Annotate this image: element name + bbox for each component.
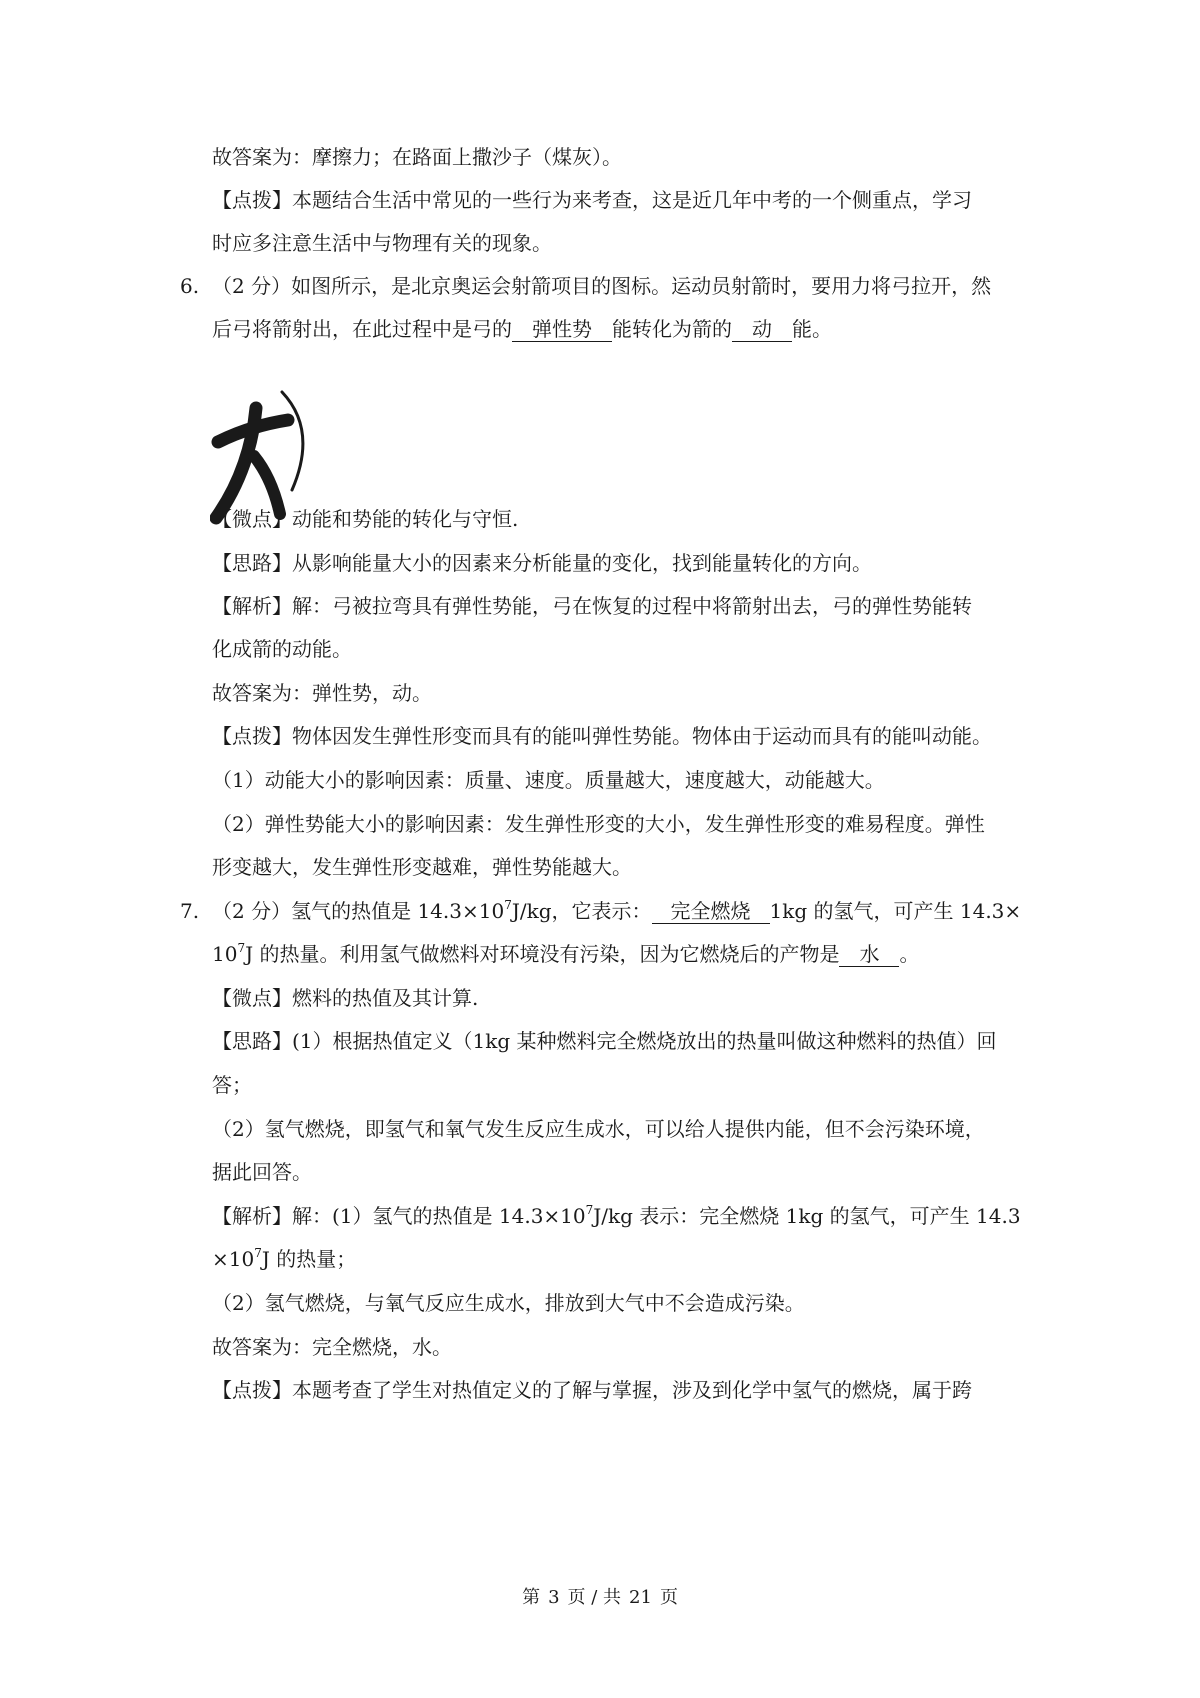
question-6-silu: 【思路】从影响能量大小的因素来分析能量的变化，找到能量转化的方向。 bbox=[212, 551, 872, 575]
prev-dianbo-line-1: 【点拨】本题结合生活中常见的一些行为来考查，这是近几年中考的一个侧重点，学习 bbox=[212, 188, 972, 212]
question-7-answer: 故答案为：完全燃烧，水。 bbox=[212, 1335, 452, 1359]
footer-suffix: 页 bbox=[659, 1587, 678, 1608]
page-footer bbox=[0, 1586, 1200, 1610]
question-7-answer-2: 水 bbox=[839, 942, 899, 967]
question-6-weidian: 【微点】动能和势能的转化与守恒. bbox=[212, 507, 519, 531]
question-7-text-e: J 的热量。利用氢气做燃料对环境没有污染，因为它燃烧后的产物是 bbox=[245, 942, 840, 966]
question-7-jiexi-exponent-1: 7 bbox=[585, 1203, 594, 1217]
question-7-silu-line-3: （2）氢气燃烧，即氢气和氧气发生反应生成水，可以给人提供内能，但不会污染环境， bbox=[212, 1117, 985, 1141]
question-7-exponent-2: 7 bbox=[237, 941, 246, 955]
question-7-silu-line-2: 答； bbox=[212, 1073, 252, 1097]
question-6-answer-2: 动 bbox=[732, 317, 792, 342]
question-7-line-2 bbox=[212, 940, 919, 968]
question-7-jiexi-exponent-2: 7 bbox=[254, 1246, 262, 1260]
question-7-jiexi-text-c: ×10 bbox=[212, 1247, 255, 1271]
question-7-dianbo-line-1: 【点拨】本题考查了学生对热值定义的了解与掌握，涉及到化学中氢气的燃烧，属于跨 bbox=[212, 1378, 972, 1402]
question-6-text-a: 后弓将箭射出，在此过程中是弓的 bbox=[212, 317, 512, 341]
question-6-dianbo-line-4: 形变越大，发生弹性形变越难，弹性势能越大。 bbox=[212, 855, 632, 879]
question-6-dianbo-line-2: （1）动能大小的影响因素：质量、速度。质量越大，速度越大，动能越大。 bbox=[212, 768, 885, 792]
question-7-line-1 bbox=[212, 897, 1021, 925]
question-7-jiexi-line-2 bbox=[212, 1245, 356, 1273]
question-7-jiexi-line-1 bbox=[212, 1202, 1021, 1230]
question-7-number: 7. bbox=[180, 899, 200, 923]
question-7-jiexi-text-b: J/kg 表示：完全燃烧 1kg 的氢气，可产生 14.3 bbox=[593, 1204, 1021, 1228]
prev-dianbo-line-2: 时应多注意生活中与物理有关的现象。 bbox=[212, 231, 552, 255]
prev-answer-line: 故答案为：摩擦力；在路面上撒沙子（煤灰）。 bbox=[212, 145, 622, 169]
question-7-jiexi-text-a: 【解析】解：(1）氢气的热值是 14.3×10 bbox=[212, 1204, 586, 1228]
question-7-jiexi-text-d: J 的热量； bbox=[261, 1247, 357, 1271]
question-6-line-1: （2 分）如图所示，是北京奥运会射箭项目的图标。运动员射箭时，要用力将弓拉开，然 bbox=[212, 274, 992, 298]
question-6-jiexi-line-2: 化成箭的动能。 bbox=[212, 637, 352, 661]
footer-mid: 页 / 共 bbox=[567, 1587, 622, 1608]
question-7-answer-1: 完全燃烧 bbox=[652, 899, 770, 924]
question-6-jiexi-line-1: 【解析】解：弓被拉弯具有弹性势能，弓在恢复的过程中将箭射出去，弓的弹性势能转 bbox=[212, 594, 972, 618]
question-7-text-c: 1kg 的氢气，可产生 14.3× bbox=[769, 899, 1022, 923]
question-7-text-d: 10 bbox=[212, 942, 238, 966]
question-6-number: 6. bbox=[180, 274, 200, 298]
question-7-text-f: 。 bbox=[899, 942, 920, 966]
footer-prefix: 第 bbox=[522, 1587, 541, 1608]
question-7-text-b: J/kg，它表示： bbox=[511, 899, 652, 923]
question-6-text-c: 能。 bbox=[792, 317, 832, 341]
question-6-text-b: 能转化为箭的 bbox=[612, 317, 732, 341]
question-6-dianbo-line-1: 【点拨】物体因发生弹性形变而具有的能叫弹性势能。物体由于运动而具有的能叫动能。 bbox=[212, 724, 992, 748]
question-7-jiexi-line-3: （2）氢气燃烧，与氧气反应生成水，排放到大气中不会造成污染。 bbox=[212, 1291, 805, 1315]
question-6-dianbo-line-3: （2）弹性势能大小的影响因素：发生弹性形变的大小，发生弹性形变的难易程度。弹性 bbox=[212, 812, 985, 836]
footer-total-pages: 21 bbox=[629, 1587, 652, 1608]
question-6-line-2 bbox=[212, 315, 832, 343]
footer-page-number: 3 bbox=[548, 1587, 560, 1608]
question-7-silu-line-1: 【思路】(1）根据热值定义（1kg 某种燃料完全燃烧放出的热量叫做这种燃料的热值）回 bbox=[212, 1029, 997, 1053]
question-7-silu-line-4: 据此回答。 bbox=[212, 1160, 312, 1184]
question-6-answer: 故答案为：弹性势，动。 bbox=[212, 681, 432, 705]
question-7-weidian: 【微点】燃料的热值及其计算. bbox=[212, 986, 479, 1010]
question-7-text-a: （2 分）氢气的热值是 14.3×10 bbox=[212, 899, 505, 923]
question-6-answer-1: 弹性势 bbox=[512, 317, 612, 342]
question-7-exponent-1: 7 bbox=[504, 898, 512, 912]
